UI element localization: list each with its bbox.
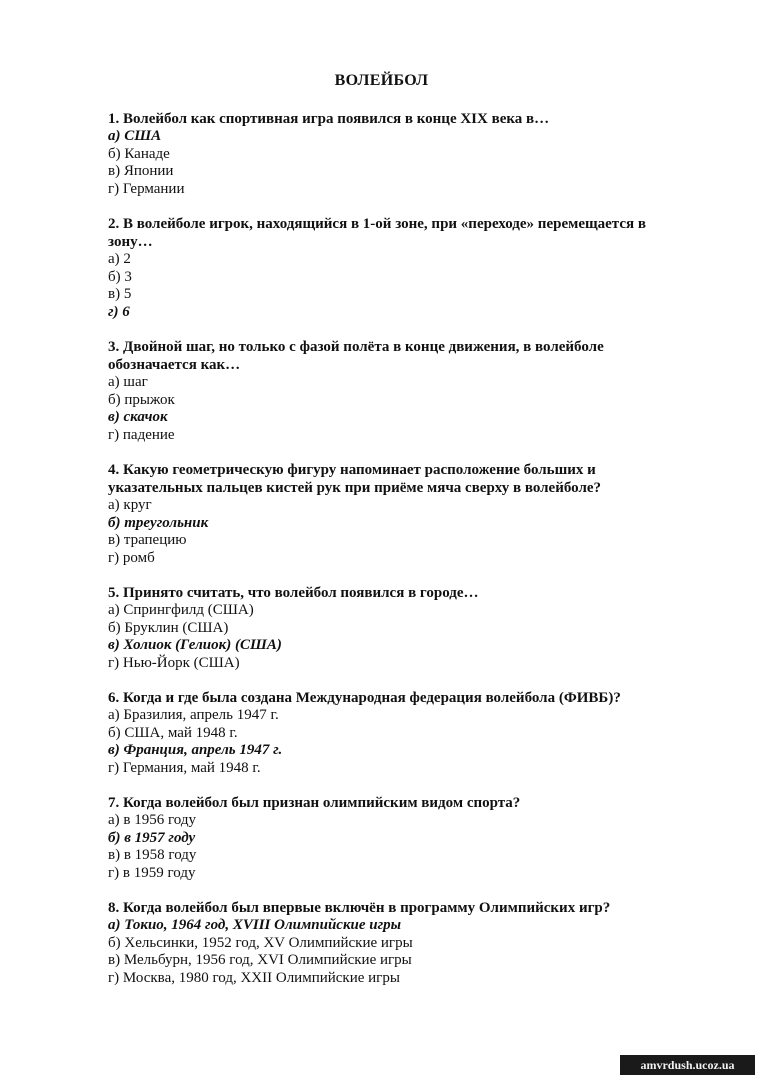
question-text: 8. Когда волейбол был впервые включён в программу Олимпийских игр?: [108, 900, 611, 916]
answer-option-correct: б) в 1957 году: [108, 829, 196, 846]
question-5: [108, 584, 673, 672]
question-6: [108, 689, 673, 777]
question-list: [108, 110, 673, 1004]
answer-option: г) Москва, 1980 год, XXII Олимпийские игры: [108, 969, 400, 986]
answer-option: а) круг: [108, 497, 152, 513]
answer-option: в) 5: [108, 286, 132, 302]
question-text: 1. Волейбол как спортивная игра появился в конце XIX века в…: [108, 111, 550, 127]
answer-option-correct: б) треугольник: [108, 514, 209, 531]
answer-option: б) 3: [108, 268, 132, 285]
answer-option: г) Нью-Йорк (США): [108, 654, 240, 671]
answer-option-correct: в) скачок: [108, 409, 168, 425]
answer-option: б) США, май 1948 г.: [108, 724, 238, 741]
answer-option: а) Спрингфилд (США): [108, 602, 254, 618]
answer-option: б) Бруклин (США): [108, 619, 229, 636]
site-watermark: amvrdush.ucoz.ua: [620, 1055, 755, 1075]
answer-option: в) трапецию: [108, 532, 187, 548]
question-3: [108, 338, 673, 444]
question-4: [108, 461, 673, 567]
question-text: 7. Когда волейбол был признан олимпийским видом спорта?: [108, 795, 521, 811]
answer-option-correct: в) Франция, апрель 1947 г.: [108, 742, 283, 758]
answer-option: б) прыжок: [108, 391, 175, 408]
answer-option: б) Хельсинки, 1952 год, XV Олимпийские игры: [108, 934, 413, 951]
answer-option-correct: г) 6: [108, 303, 130, 320]
answer-option: а) 2: [108, 251, 131, 267]
answer-option: г) падение: [108, 426, 175, 443]
answer-option: г) Германии: [108, 180, 185, 197]
question-text: 3. Двойной шаг, но только с фазой полёта в конце движения, в волейболе обозначается как…: [108, 339, 604, 373]
answer-option: б) Канаде: [108, 145, 170, 162]
page-title: ВОЛЕЙБОЛ: [334, 72, 429, 89]
answer-option: а) в 1956 году: [108, 812, 196, 828]
answer-option: г) в 1959 году: [108, 864, 196, 881]
answer-option: а) Бразилия, апрель 1947 г.: [108, 707, 279, 723]
answer-option-correct: в) Холиок (Гелиок) (США): [108, 637, 282, 653]
question-7: [108, 794, 673, 882]
answer-option-correct: а) Токио, 1964 год, XVIII Олимпийские игры: [108, 917, 402, 933]
answer-option: г) ромб: [108, 549, 155, 566]
question-8: [108, 899, 673, 987]
question-text: 5. Принято считать, что волейбол появился в городе…: [108, 585, 479, 601]
answer-option: в) Мельбурн, 1956 год, XVI Олимпийские игры: [108, 952, 412, 968]
question-1: [108, 110, 673, 198]
answer-option: а) шаг: [108, 374, 148, 390]
question-text: 6. Когда и где была создана Международная федерация волейбола (ФИВБ)?: [108, 690, 621, 706]
question-2: [108, 215, 673, 321]
answer-option: г) Германия, май 1948 г.: [108, 759, 261, 776]
answer-option: в) в 1958 году: [108, 847, 197, 863]
answer-option: в) Японии: [108, 163, 174, 179]
question-text: 2. В волейболе игрок, находящийся в 1-ой зоне, при «переходе» перемещается в зону…: [108, 216, 646, 250]
question-text: 4. Какую геометрическую фигуру напоминает расположение больших и указательных пальцев кистей рук при приёме мяча сверху в волейболе?: [108, 462, 602, 496]
answer-option-correct: а) США: [108, 128, 162, 144]
